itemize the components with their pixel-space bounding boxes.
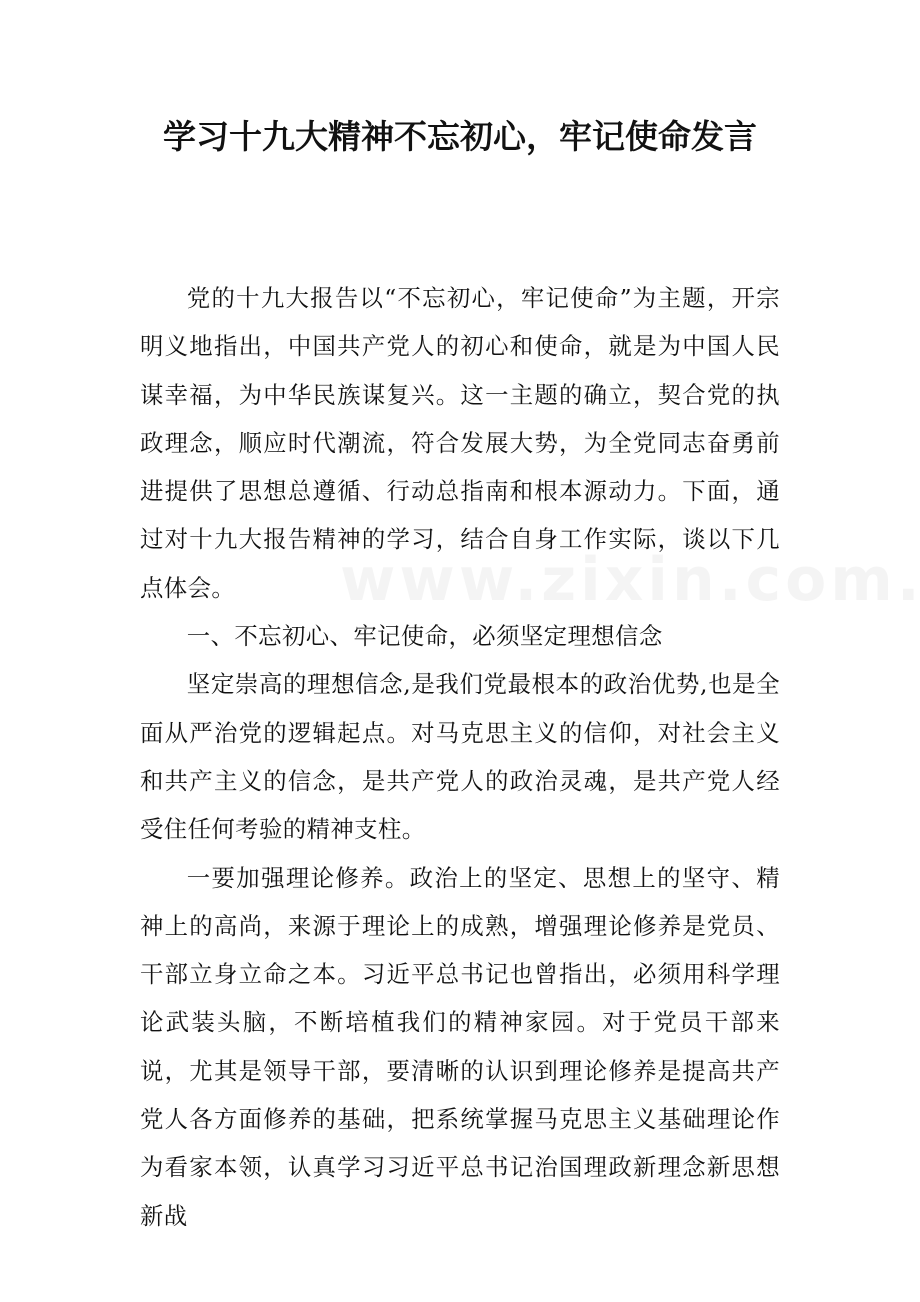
- paragraph-ideals: 坚定崇高的理想信念,是我们党最根本的政治优势,也是全面从严治党的逻辑起点。对马克思主义的信仰，对社会主义和共产主义的信念，是共产党人的政治灵魂，是共产党人经受住任何考验的精神支柱。: [140, 670, 780, 844]
- paragraph-theory: 一要加强理论修养。政治上的坚定、思想上的坚守、精神上的高尚，来源于理论上的成熟，增强理论修养是党员、干部立身立命之本。习近平总书记也曾指出，必须用科学理论武装头脑，不断培植我们的精神家园。对于党员干部来说，尤其是领导干部，要清晰的认识到理论修养是提高共产党人各方面修养的基础，把系统掌握马克思主义基础理论作为看家本领，认真学习习近平总书记治国理政新理念新思想新战: [140, 863, 780, 1230]
- document-title: 学习十九大精神不忘初心，牢记使命发言: [163, 117, 757, 156]
- paragraph-intro: 党的十九大报告以“不忘初心，牢记使命”为主题，开宗明义地指出，中国共产党人的初心和使命，就是为中国人民谋幸福，为中华民族谋复兴。这一主题的确立，契合党的执政理念，顺应时代潮流，符合发展大势，为全党同志奋勇前进提供了思想总遵循、行动总指南和根本源动力。下面，通过对十九大报告精神的学习，结合自身工作实际，谈以下几点体会。: [140, 284, 780, 602]
- document-body: [140, 274, 780, 1240]
- section-heading-1: 一、不忘初心、牢记使命，必须坚定理想信念: [186, 622, 663, 651]
